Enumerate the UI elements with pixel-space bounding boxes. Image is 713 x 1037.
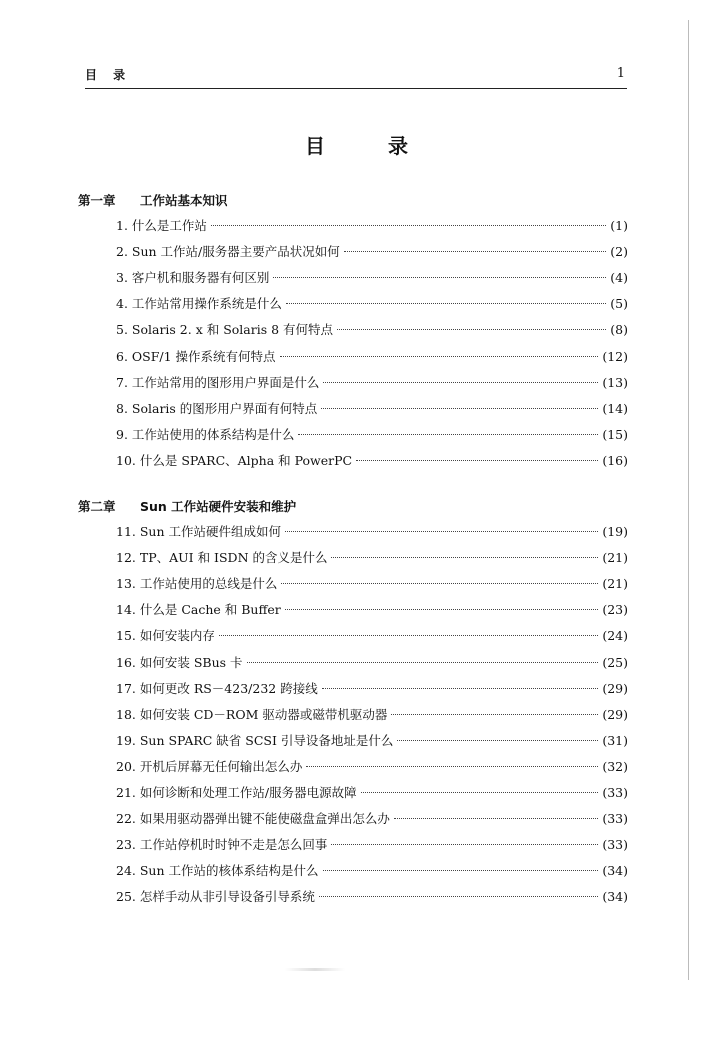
dot-leader — [285, 531, 598, 532]
dot-leader — [391, 714, 598, 715]
toc-entry-label: 15. 如何安装内存 — [116, 628, 215, 644]
toc-entry-page: (34) — [602, 889, 628, 905]
dot-leader — [344, 251, 607, 252]
dot-leader — [323, 382, 598, 383]
toc-entry-page: (31) — [602, 732, 628, 748]
chapter-number: 第二章 — [78, 499, 116, 514]
toc-entry-label: 1. 什么是工作站 — [116, 218, 207, 233]
chapter-number: 第一章 — [78, 193, 116, 208]
chapter-title: 工作站基本知识 — [140, 193, 228, 208]
toc-entry — [116, 548, 628, 566]
toc-entry — [116, 425, 628, 443]
toc-entry — [116, 705, 628, 723]
toc-entry-page: (15) — [602, 426, 628, 442]
toc-entry — [116, 574, 628, 592]
toc-entry-label: 20. 开机后屏幕无任何输出怎么办 — [116, 758, 303, 774]
header-rule — [85, 88, 627, 89]
running-head — [85, 66, 625, 86]
dot-leader — [397, 740, 598, 741]
dot-leader — [306, 766, 598, 767]
toc-entry-page: (2) — [610, 244, 628, 260]
toc-entry-label: 16. 如何安装 SBus 卡 — [116, 654, 243, 670]
dot-leader — [219, 635, 598, 636]
toc-entry-page: (21) — [602, 550, 628, 566]
toc-entry-page: (33) — [602, 785, 628, 800]
toc-entry — [116, 653, 628, 671]
toc-entry — [116, 835, 628, 853]
toc-entry-page: (19) — [602, 524, 628, 539]
chapter-title: Sun 工作站硬件安装和维护 — [140, 499, 297, 514]
toc-entry — [116, 451, 628, 469]
dot-leader — [211, 225, 606, 226]
toc-entry-label: 2. Sun 工作站/服务器主要产品状况如何 — [116, 244, 340, 260]
toc-entry — [116, 757, 628, 775]
toc-entry-page: (29) — [602, 680, 628, 696]
scan-smudge — [285, 968, 345, 971]
toc-entry — [116, 731, 628, 749]
toc-entry-page: (25) — [602, 654, 628, 670]
toc-title: 目 录 — [305, 134, 436, 158]
toc-entry-page: (29) — [602, 706, 628, 722]
toc-entry-label: 9. 工作站使用的体系结构是什么 — [116, 426, 295, 442]
toc-entry — [116, 600, 628, 618]
toc-entry-page: (1) — [610, 218, 628, 233]
dot-leader — [319, 896, 598, 897]
toc-entry-label: 24. Sun 工作站的核体系结构是什么 — [116, 863, 319, 879]
toc-entry-label: 11. Sun 工作站硬件组成如何 — [116, 524, 281, 539]
toc-entry-page: (16) — [602, 452, 628, 468]
chapter-heading — [78, 191, 228, 209]
scan-margin-line — [688, 20, 689, 980]
running-head-title: 目 录 — [85, 68, 132, 82]
toc-entry-label: 5. Solaris 2. x 和 Solaris 8 有何特点 — [116, 322, 334, 338]
toc-entry-page: (5) — [610, 296, 628, 312]
toc-entry — [116, 347, 628, 365]
toc-entry-label: 19. Sun SPARC 缺省 SCSI 引导设备地址是什么 — [116, 732, 394, 748]
dot-leader — [323, 870, 599, 871]
dot-leader — [247, 662, 599, 663]
dot-leader — [331, 844, 598, 845]
toc-entry — [116, 887, 628, 905]
toc-entry-page: (12) — [602, 348, 628, 364]
toc-entry-label: 10. 什么是 SPARC、Alpha 和 PowerPC — [116, 452, 353, 468]
toc-entry — [116, 783, 628, 801]
toc-entry-label: 12. TP、AUI 和 ISDN 的含义是什么 — [116, 550, 328, 566]
dot-leader — [331, 557, 598, 558]
toc-entry — [116, 216, 628, 234]
toc-entry — [116, 809, 628, 827]
toc-entry-page: (34) — [602, 863, 628, 879]
toc-entry-label: 22. 如果用驱动器弹出键不能使磁盘盒弹出怎么办 — [116, 811, 390, 827]
toc-entry-label: 8. Solaris 的图形用户界面有何特点 — [116, 400, 318, 416]
toc-entry — [116, 320, 628, 338]
toc-entry-page: (23) — [602, 602, 628, 618]
toc-entry-label: 4. 工作站常用操作系统是什么 — [116, 296, 282, 312]
toc-entry-page: (8) — [610, 322, 628, 338]
toc-entry-page: (32) — [602, 758, 628, 774]
toc-entry — [116, 679, 628, 697]
toc-entry-label: 21. 如何诊断和处理工作站/服务器电源故障 — [116, 785, 357, 800]
toc-entry — [116, 522, 628, 540]
toc-entry — [116, 268, 628, 286]
toc-entry — [116, 399, 628, 417]
toc-entry-page: (4) — [610, 270, 628, 286]
toc-entry-page: (21) — [602, 576, 628, 592]
dot-leader — [298, 434, 598, 435]
toc-entry-label: 13. 工作站使用的总线是什么 — [116, 576, 278, 592]
toc-entry-label: 17. 如何更改 RS－423/232 跨接线 — [116, 680, 318, 696]
page-number: 1 — [616, 66, 625, 81]
dot-leader — [322, 688, 599, 689]
toc-entry-page: (33) — [602, 837, 628, 853]
toc-entry — [116, 626, 628, 644]
dot-leader — [356, 460, 598, 461]
toc-entry-page: (33) — [602, 811, 628, 827]
toc-entry-label: 18. 如何安装 CD－ROM 驱动器或磁带机驱动器 — [116, 706, 388, 722]
toc-entry-label: 3. 客户机和服务器有何区别 — [116, 270, 270, 286]
dot-leader — [286, 303, 606, 304]
dot-leader — [285, 609, 599, 610]
chapter-heading — [78, 497, 296, 515]
toc-entry-label: 23. 工作站停机时时钟不走是怎么回事 — [116, 837, 328, 853]
toc-entry-label: 25. 怎样手动从非引导设备引导系统 — [116, 889, 315, 905]
dot-leader — [273, 277, 606, 278]
dot-leader — [280, 356, 599, 357]
toc-entry-page: (13) — [602, 374, 628, 390]
toc-entry — [116, 242, 628, 260]
dot-leader — [281, 583, 598, 584]
toc-entry-page: (14) — [602, 400, 628, 416]
dot-leader — [321, 408, 598, 409]
toc-entry-label: 7. 工作站常用的图形用户界面是什么 — [116, 374, 320, 390]
toc-entry-page: (24) — [602, 628, 628, 644]
toc-entry — [116, 373, 628, 391]
toc-entry-label: 14. 什么是 Cache 和 Buffer — [116, 602, 281, 618]
dot-leader — [394, 818, 598, 819]
toc-entry — [116, 294, 628, 312]
toc-entry-label: 6. OSF/1 操作系统有何特点 — [116, 348, 276, 364]
toc-entry — [116, 861, 628, 879]
dot-leader — [361, 792, 599, 793]
dot-leader — [337, 329, 606, 330]
